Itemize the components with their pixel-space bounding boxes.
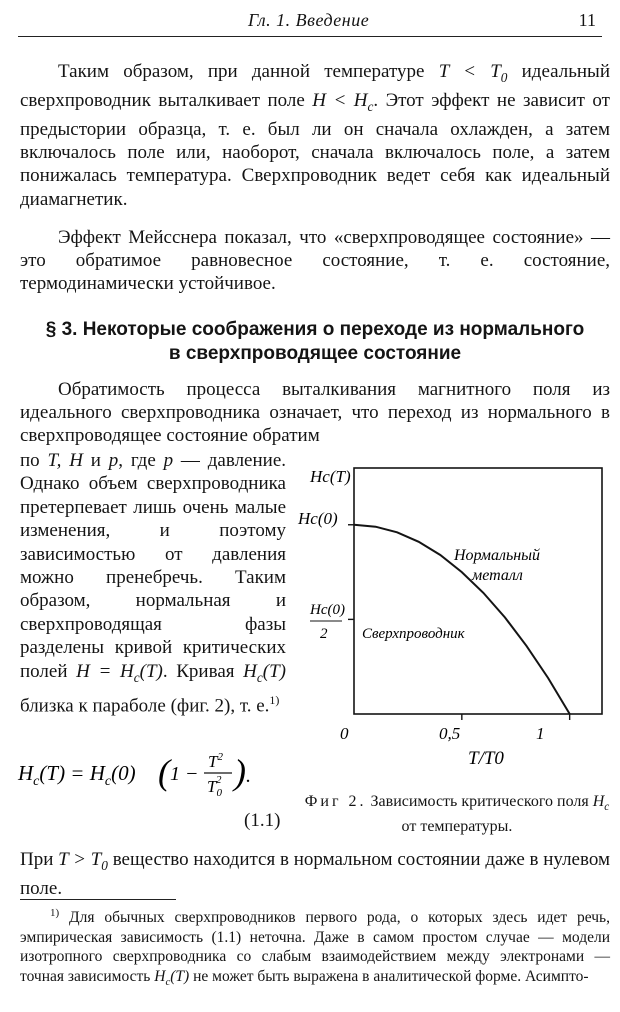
y-tick-half-den: 2 <box>320 626 328 642</box>
header-rule <box>18 36 602 37</box>
paragraph-reversibility-continued: по T, H и p, где p — давление. Однако объем сверхпроводника претерпевает лишь очень малые изменения, и поэтому зависимостью от давления можно пренебречь. Таким образом, нормальная и сверхпроводящая фазы разделены кривой критических полей $H = H_c(T)$. Кривая $H_c(T)$ близка к параболе (фиг. 2), т. е.$^{1)}$ <box>20 450 287 717</box>
critical-field-equation: $H = H_c(T)$ <box>76 660 163 685</box>
superconductor-label: Сверхпроводник <box>362 626 465 642</box>
formula-lhs: $H_c(T) = H_c(0)$ <box>18 761 136 789</box>
y-tick-half-num: Hc(0) <box>310 602 345 618</box>
formula-1-1 <box>18 750 288 831</box>
formula-left-paren: ( <box>158 752 170 792</box>
page-number: 11 <box>578 10 596 30</box>
paragraph-normal-state: При $T > T_0$ вещество находится в нормальном состоянии даже в нулевом поле. <box>20 849 610 899</box>
formula-one-minus: 1 − <box>170 763 199 785</box>
formula-denominator: $T_02$ <box>207 774 222 799</box>
figure-caption: Фиг 2. Зависимость критического поля $H_c$ от температуры. <box>304 793 610 836</box>
y-tick-hc0: Hc(0) <box>298 509 338 528</box>
normal-metal-label-1: Нормальный <box>454 547 540 564</box>
y-axis-label: Hc(T) <box>310 467 351 486</box>
running-header <box>18 6 602 34</box>
x-axis-label: T/T0 <box>468 748 504 769</box>
x-tick-1: 1 <box>536 724 545 743</box>
inequality-t: $T < T_0$ <box>438 61 508 85</box>
footnote-reference: 1) <box>269 692 280 707</box>
paragraph-meissner-effect: Эффект Мейсснера показал, что «сверхпроводящее состояние» — это обратимое равновесное состояние, т. е. состояние, термодинамически устойчивое. <box>20 227 610 295</box>
paragraph-ideal-superconductor: Таким образом, при данной температуре $T < T_0$ идеальный сверхпроводник выталкивает поле $H < H_c$. Этот эффект не зависит от предыстории образца, т. е. был ли он сначала охлажден, а затем включалось поле или, наоборот, сначала включалось поле, а затем понижалась температура. Сверхпроводник ведет себя как идеальный диамагнетик. <box>20 61 610 210</box>
formula-period: . <box>246 765 251 787</box>
footnote: $^{1)}$ Для обычных сверхпроводников первого рода, о которых здесь идет речь, эмпирическая зависимость (1.1) неточна. Даже в самом простом случае — модели изотропного сверхпроводника со слабым взаимодействием между электронами — точная зависимость $H_c(T)$ не может быть выражена в аналитической форме. Асимпто- <box>20 907 610 988</box>
section-heading: § 3. Некоторые соображения о переходе из нормального в сверхпроводящее состояние <box>45 319 585 364</box>
paragraph-reversibility: Обратимость процесса выталкивания магнитного поля из идеального сверхпроводника означает, что переход из нормального в сверхпроводящее состояние обратим <box>20 379 610 447</box>
running-title: Гл. 1. Введение <box>248 10 370 30</box>
formula-numerator: $T^2$ <box>208 751 223 771</box>
normal-metal-label-2: металл <box>472 567 523 584</box>
plot-frame <box>354 468 602 714</box>
inequality-h: $H < H_c$ <box>312 90 374 114</box>
footnote-rule <box>20 899 176 900</box>
x-tick-05: 0,5 <box>439 724 461 743</box>
figure-2 <box>296 452 612 769</box>
formula-right-paren: ) <box>234 752 246 792</box>
equation-number: (1.1) <box>244 810 281 831</box>
critical-field-chart <box>296 452 612 769</box>
x-tick-0: 0 <box>340 724 349 743</box>
